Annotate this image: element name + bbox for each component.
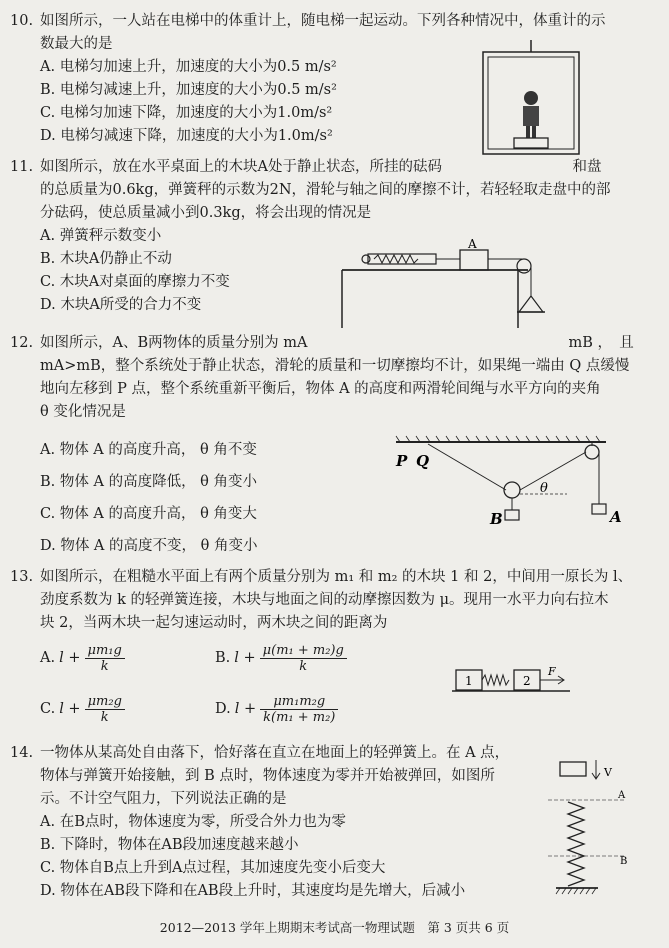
- option-d: D. 木块A所受的合力不变: [40, 297, 202, 313]
- question-stem: 如图所示，在粗糙水平面上有两个质量分别为 m₁ 和 m₂ 的木块 1 和 2，中间用一原长为 l、: [40, 569, 633, 585]
- question-stem: 数最大的是: [40, 36, 113, 52]
- elevator-figure: [478, 40, 584, 158]
- question-11: [10, 156, 660, 317]
- option-c: C. 物体自B点上升到A点过程，其加速度先变小后变大: [40, 860, 386, 876]
- question-stem: mA>mB，整个系统处于静止状态，滑轮的质量和一切摩擦均不计，如果绳一端由 Q 点缓慢: [40, 358, 630, 374]
- question-13: [10, 566, 660, 635]
- question-stem: 分砝码，使总质量减小到0.3kg，将会出现的情况是: [40, 205, 372, 221]
- question-stem: 如图所示，一人站在电梯中的体重计上，随电梯一起运动。下列各种情况中，体重计的示: [40, 13, 606, 29]
- question-stem: 地向左移到 P 点，整个系统重新平衡后，物体 A 的高度和两滑轮间绳与水平方向的夹角: [40, 381, 601, 397]
- option-b: B. 电梯匀减速上升，加速度的大小为0.5 m/s²: [40, 82, 337, 98]
- question-number: 14.: [10, 745, 34, 761]
- block-a-label: A: [468, 237, 477, 251]
- question-number: 10.: [10, 13, 34, 29]
- falling-spring-figure: [542, 758, 642, 904]
- question-stem: 的总质量为0.6kg，弹簧秤的示数为2N，滑轮与轴之间的摩擦不计，若轻轻取走盘中的部: [40, 182, 611, 198]
- option-c: C. 木块A对桌面的摩擦力不变: [40, 274, 230, 290]
- option-c: C. 物体 A 的高度升高， θ 角变大: [40, 506, 257, 522]
- question-number: 13.: [10, 569, 34, 585]
- question-stem: 劲度系数为 k 的轻弹簧连接，木块与地面之间的动摩擦因数为 μ。现用一水平力向右拉木: [40, 592, 609, 608]
- question-stem: 如图所示，放在水平桌面上的木块A处于静止状态，所挂的砝码 和盘: [40, 159, 602, 175]
- question-stem: 一物体从某高处自由落下，恰好落在直立在地面上的轻弹簧上。在 A 点，: [40, 745, 510, 761]
- theta-label: θ: [540, 481, 548, 496]
- option-a: A. 物体 A 的高度升高， θ 角不变: [40, 442, 257, 458]
- page-footer: 2012—2013 学年上期期末考试高一物理试题 第 3 页共 6 页: [159, 920, 510, 935]
- question-number: 12.: [10, 335, 34, 351]
- option-c: C. 电梯匀加速下降，加速度的大小为1.0m/s²: [40, 105, 333, 121]
- option-a: A. 电梯匀加速上升，加速度的大小为0.5 m/s²: [40, 59, 337, 75]
- question-12: [10, 332, 660, 424]
- option-a: A. 弹簧秤示数变小: [40, 228, 162, 244]
- question-stem: 物体与弹簧开始接触，到 B 点时，物体速度为零并开始被弹回，如图所: [40, 768, 495, 784]
- option-b: B. 木块A仍静止不动: [40, 251, 172, 267]
- option-c: C. l + $\frac{\text{μm₂g}}{k}$: [40, 694, 215, 725]
- velocity-v-label: V: [604, 766, 612, 779]
- block-a-label: A: [610, 508, 622, 526]
- force-f-label: F: [548, 665, 556, 678]
- question-stem: θ 变化情况是: [40, 404, 126, 420]
- option-d: D. l + $\frac{\text{μm₁m₂g}}{\text{k(m₁ + m₂)}}$: [215, 694, 338, 725]
- blocks-spring-figure: [452, 664, 572, 698]
- block-2-label: 2: [523, 674, 531, 688]
- block-1-label: 1: [465, 674, 473, 688]
- point-a-label: A: [618, 790, 626, 801]
- option-a: A. 在B点时，物体速度为零，所受合外力也为零: [40, 814, 346, 830]
- option-d: D. 物体 A 的高度不变， θ 角变小: [40, 538, 258, 554]
- question-stem: 如图所示，A、B两物体的质量分别为 mA mB ， 且: [40, 335, 634, 351]
- option-b: B. 物体 A 的高度降低， θ 角变小: [40, 474, 258, 490]
- option-d: D. 电梯匀减速下降，加速度的大小为1.0m/s²: [40, 128, 333, 144]
- point-q-label: Q: [416, 452, 430, 470]
- option-b: B. 下降时，物体在AB段加速度越来越小: [40, 837, 299, 853]
- question-stem: 示。不计空气阻力，下列说法正确的是: [40, 791, 287, 807]
- option-d: D. 物体在AB段下降和在AB段上升时，其速度均是先增大，后减小: [40, 883, 466, 899]
- point-b-label: B: [620, 856, 628, 867]
- option-a: A. l + $\frac{\text{μm₁g}}{k}$: [40, 643, 215, 674]
- pulley-figure: [392, 432, 628, 532]
- question-stem: 块 2，当两木块一起匀速运动时，两木块之间的距离为: [40, 615, 388, 631]
- spring-scale-figure: [338, 232, 560, 332]
- question-number: 11.: [10, 159, 34, 175]
- point-p-label: P: [396, 452, 408, 470]
- option-b: B. l + $\frac{\text{μ(m₁ + m₂)g}}{k}$: [215, 643, 347, 674]
- block-b-label: B: [490, 510, 503, 528]
